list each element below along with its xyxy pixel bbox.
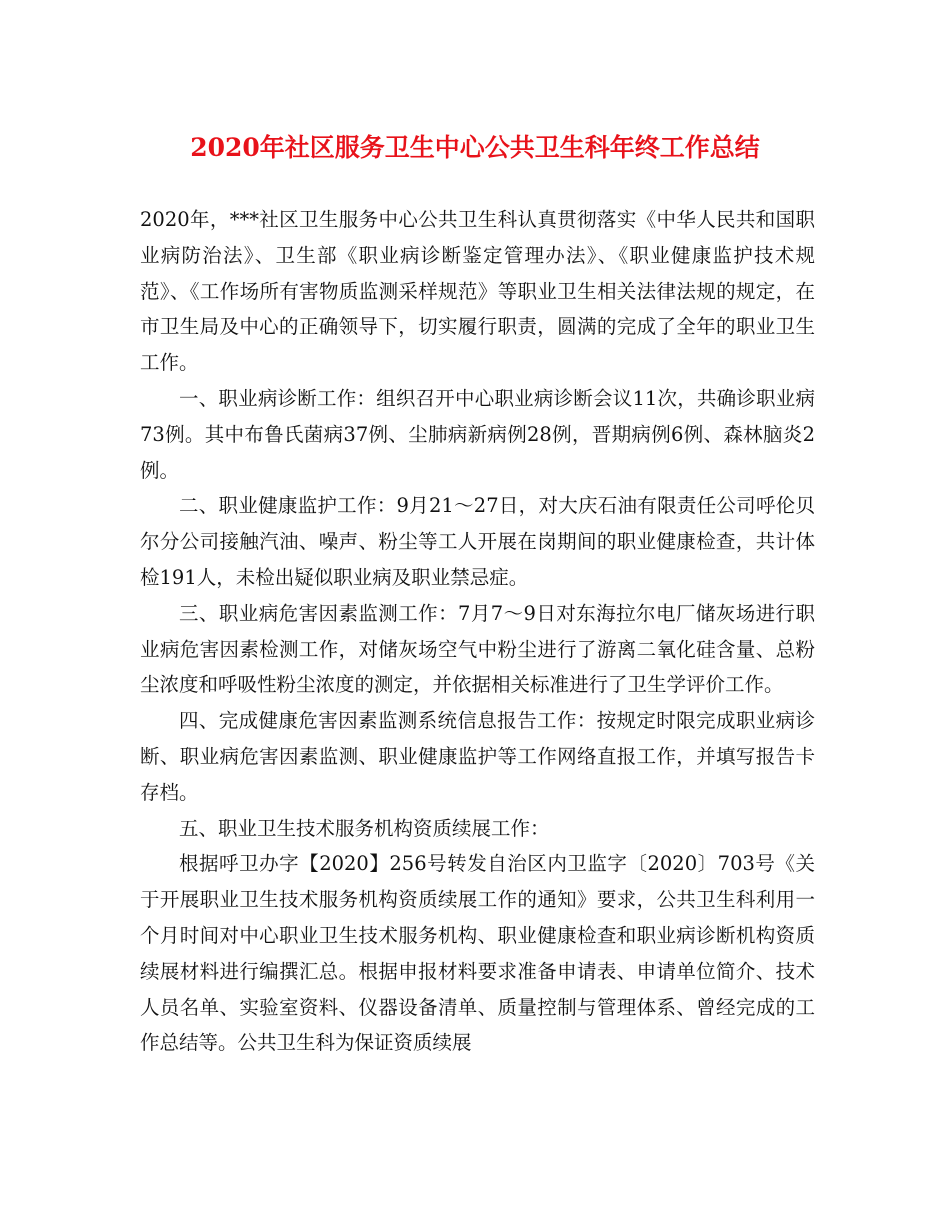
section-4-paragraph: 四、完成健康危害因素监测系统信息报告工作：按规定时限完成职业病诊断、职业病危害因素监测、职业健康监护等工作网络直报工作，并填写报告卡存档。 bbox=[140, 709, 815, 804]
section-5-paragraph: 根据呼卫办字【2020】256号转发自治区内卫监字〔2020〕703号《关于开展职业卫生技术服务机构资质续展工作的通知》要求，公共卫生科利用一个月时间对中心职业卫生技术服务机构、职业健康检查和职业病诊断机构资质续展材料进行编撰汇总。根据申报材料要求准备申请表、申请单位简介、技术人员名单、实验室资料、仪器设备清单、质量控制与管理体系、曾经完成的工作总结等。公共卫生科为保证资质续展 bbox=[140, 852, 815, 1055]
section-1-paragraph: 一、职业病诊断工作：组织召开中心职业病诊断会议11次，共确诊职业病73例。其中布鲁氏菌病37例、尘肺病新病例28例，晋期病例6例、森林脑炎2例。 bbox=[140, 386, 815, 482]
section-3-paragraph: 三、职业病危害因素监测工作：7月7～9日对东海拉尔电厂储灰场进行职业病危害因素检测工作，对储灰场空气中粉尘进行了游离二氧化硅含量、总粉尘浓度和呼吸性粉尘浓度的测定，并依据相关标准进行了卫生学评价工作。 bbox=[140, 601, 815, 697]
document-body bbox=[140, 202, 815, 1061]
section-5-heading: 五、职业卫生技术服务机构资质续展工作： bbox=[179, 816, 550, 840]
document-title: 2020年社区服务卫生中心公共卫生科年终工作总结 bbox=[190, 133, 760, 162]
intro-paragraph: 2020年，***社区卫生服务中心公共卫生科认真贯彻落实《中华人民共和国职业病防治法》、卫生部《职业病诊断鉴定管理办法》、《职业健康监护技术规范》、《工作场所有害物质监测采样规范》等职业卫生相关法律法规的规定，在市卫生局及中心的正确领导下，切实履行职责，圆满的完成了全年的职业卫生工作。 bbox=[140, 208, 815, 375]
section-2-paragraph: 二、职业健康监护工作：9月21～27日，对大庆石油有限责任公司呼伦贝尔分公司接触汽油、噪声、粉尘等工人开展在岗期间的职业健康检查，共计体检191人，未检出疑似职业病及职业禁忌症。 bbox=[140, 494, 815, 589]
